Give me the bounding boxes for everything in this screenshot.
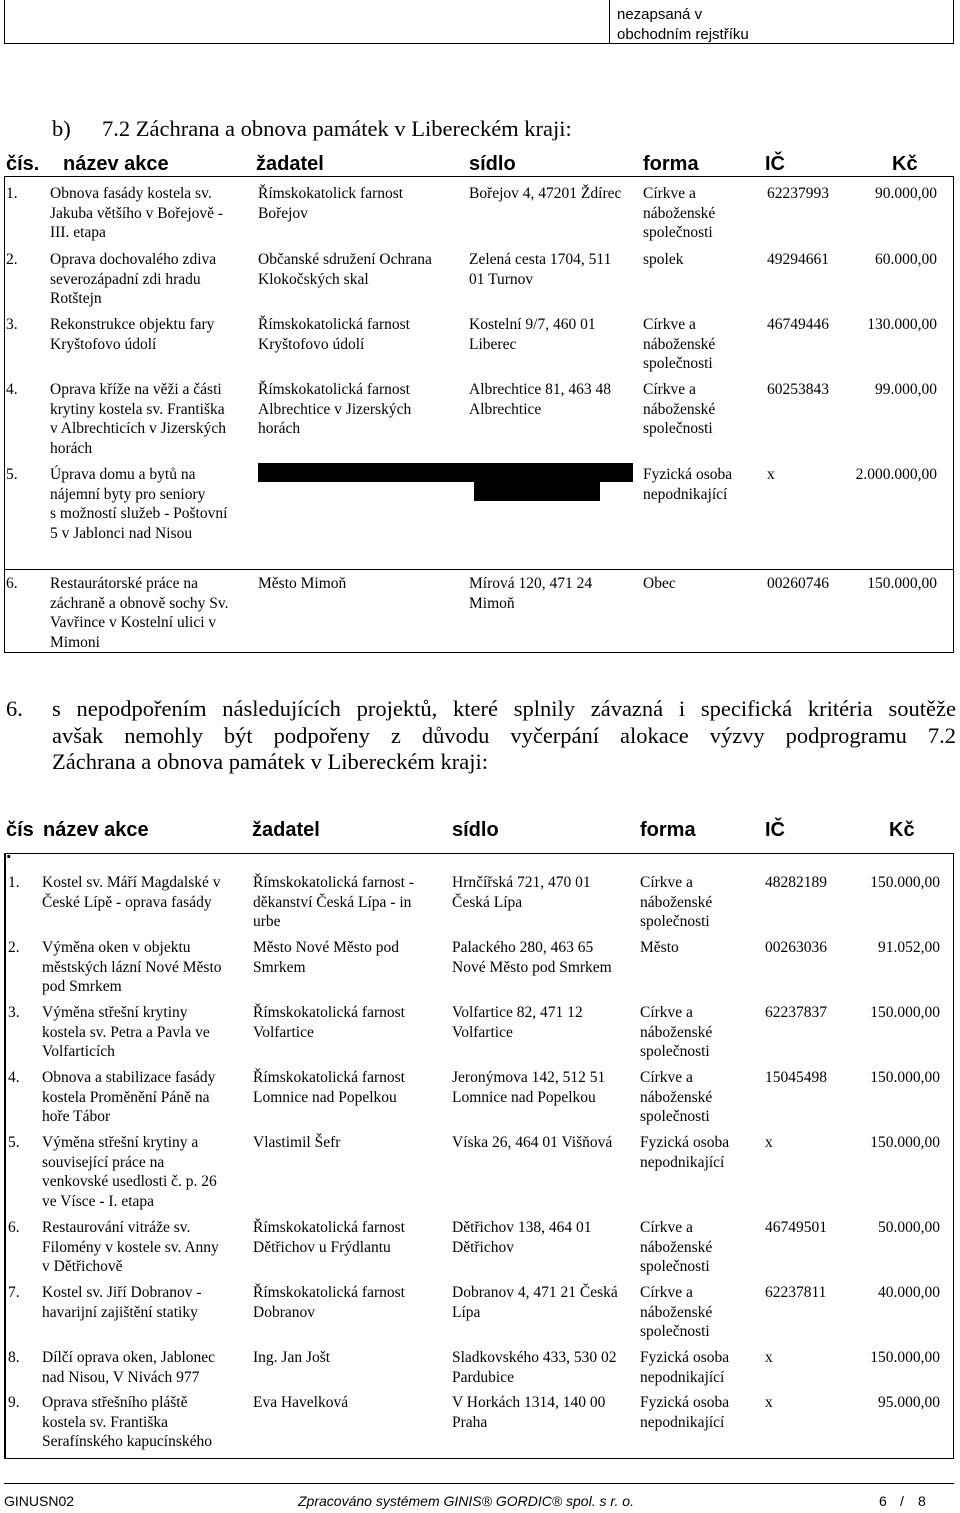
table2-cell-action: Obnova a stabilizace fasády: [42, 1069, 216, 1086]
page-footer: [4, 1483, 954, 1513]
table2-cell-action: ve Vísce - I. etapa: [42, 1192, 155, 1210]
footer-system: Zpracováno systémem GINIS® GORDIC® spol. s r. o.: [298, 1493, 634, 1509]
table2-cell-form: nepodnikající: [640, 1413, 725, 1431]
table1-cell-action: Kryštofovo údolí: [50, 335, 157, 353]
table2-cell-applicant: Římskokatolická farnost: [253, 1219, 405, 1236]
table2-cell-action: Serafínského kapucínského: [42, 1433, 213, 1450]
table1-cell-seat: Albrechtice 81, 463 48: [469, 381, 612, 398]
table2-cell-seat: Volfartice: [452, 1023, 513, 1041]
table2-cell-czk: 150.000,00: [870, 1349, 940, 1366]
table1-cell-form: Církve a: [643, 381, 696, 398]
table2-cell-ic: 00263036: [765, 939, 827, 956]
table2-cell-seat: Hrnčířská 721, 470 01: [452, 874, 591, 891]
t2-header-action: název akce: [43, 819, 149, 841]
table1-cell-action: horách: [50, 439, 93, 457]
section-title: 7.2 Záchrana a obnova památek v Libereckém kraji:: [102, 116, 572, 141]
table2-cell-action: venkovské usedlosti č. p. 26: [42, 1173, 217, 1190]
table2-cell-ic: 46749501: [765, 1219, 827, 1236]
table2-cell-action: Restaurování vitráže sv.: [42, 1219, 191, 1236]
table2-cell-form: náboženské: [640, 1303, 713, 1321]
redacted-applicant: [258, 463, 633, 482]
table2-cell-action: nad Nisou, V Nivách 977: [42, 1368, 200, 1386]
table1-cell-action: Rotštejn: [50, 290, 102, 307]
t2-header-num: čís: [6, 819, 34, 841]
table2-cell-num: 7.: [8, 1284, 20, 1301]
t1-header-num: čís.: [6, 153, 40, 175]
table1-cell-seat: Albrechtice: [469, 400, 542, 418]
table1-cell-ic: 49294661: [767, 251, 829, 268]
table2-cell-num: 4.: [8, 1069, 20, 1086]
t2-header-applicant: žadatel: [252, 819, 320, 841]
table2-cell-seat: Volfartice 82, 471 12: [452, 1004, 583, 1021]
table2-cell-applicant: Eva Havelková: [253, 1394, 349, 1411]
table1-cell-ic: x: [767, 466, 775, 483]
table2-cell-form: náboženské: [640, 1238, 713, 1256]
table1-cell-action: Jakuba většího v Bořejově -: [50, 204, 224, 222]
table1-cell-form: Církve a: [643, 316, 696, 333]
table2-cell-form: Město: [640, 939, 679, 956]
table1-cell-form: společnosti: [643, 355, 713, 372]
table2-cell-action: Filomény v kostele sv. Anny: [42, 1238, 219, 1256]
paragraph-text: [52, 696, 956, 776]
table2-cell-seat: Sladkovského 433, 530 02: [452, 1349, 617, 1366]
table2-cell-seat: Lípa: [452, 1303, 481, 1321]
table1-cell-action: III. etapa: [50, 224, 106, 241]
table2-cell-czk: 50.000,00: [878, 1219, 940, 1236]
table2-cell-applicant: Římskokatolická farnost: [253, 1069, 405, 1086]
table2-cell-applicant: Dobranov: [253, 1303, 315, 1321]
table1-cell-ic: 62237993: [767, 185, 829, 202]
footer-page-total: 8: [918, 1493, 926, 1509]
table1-cell-seat: Mírová 120, 471 24: [469, 575, 593, 592]
table2-cell-action: havarijní zajištění statiky: [42, 1303, 198, 1321]
table1-cell-ic: 60253843: [767, 381, 829, 398]
table1-cell-seat: Bořejov 4, 47201 Ždírec: [469, 185, 622, 202]
table2-cell-seat: Praha: [452, 1413, 488, 1431]
table2-cell-action: hoře Tábor: [42, 1108, 111, 1125]
table1-cell-num: 4.: [6, 381, 18, 398]
t1-header-action: název akce: [63, 153, 169, 175]
footer-page-number: 6: [879, 1493, 887, 1509]
table1-cell-num: 1.: [6, 185, 18, 202]
table2-cell-action: Výměna oken v objektu: [42, 939, 191, 956]
table2-cell-action: Výměna střešní krytiny a: [42, 1134, 199, 1151]
table1-cell-ic: 46749446: [767, 316, 829, 333]
table2-cell-seat: Nové Město pod Smrkem: [452, 958, 612, 976]
table1-cell-action: Úprava domu a bytů na: [50, 466, 196, 483]
table1-cell-form: Církve a: [643, 185, 696, 202]
col-divider: [5, 853, 6, 1458]
table2-cell-seat: Dětřichov: [452, 1238, 514, 1256]
t1-header-applicant: žadatel: [256, 153, 324, 175]
table2-cell-applicant: Římskokatolická farnost: [253, 1004, 405, 1021]
table2-cell-form: společnosti: [640, 1258, 710, 1275]
t1-header-form: forma: [643, 153, 699, 175]
table1-cell-czk: 130.000,00: [867, 316, 937, 333]
table2-cell-num: 2.: [8, 939, 20, 956]
table2-cell-num: 5.: [8, 1134, 20, 1151]
table2-cell-form: společnosti: [640, 1323, 710, 1340]
table2-cell-applicant: Římskokatolická farnost -: [253, 874, 414, 891]
table2-cell-action: Kostel sv. Máří Magdalské v: [42, 874, 221, 891]
table2-cell-num: 3.: [8, 1004, 20, 1021]
section-letter: b): [52, 116, 71, 141]
table2-cell-applicant: Smrkem: [253, 958, 306, 976]
t1-header-czk: Kč: [892, 153, 918, 175]
table2-cell-seat: Česká Lípa: [452, 893, 523, 911]
table2-cell-form: náboženské: [640, 1023, 713, 1041]
table1-cell-applicant: Římskokatolická farnost: [258, 316, 410, 333]
table1-cell-action: severozápadní zdi hradu: [50, 270, 201, 288]
table2-cell-form: nepodnikající: [640, 1153, 725, 1171]
table1-cell-action: Rekonstrukce objektu fary: [50, 316, 215, 333]
table1-cell-action: Mimoni: [50, 633, 100, 651]
table2-cell-seat: Víska 26, 464 01 Višňová: [452, 1134, 613, 1151]
table1-cell-seat: Kostelní 9/7, 460 01: [469, 316, 596, 333]
table2-cell-czk: 150.000,00: [870, 1004, 940, 1021]
table1-cell-action: záchraně a obnově sochy Sv.: [50, 594, 229, 612]
table2-cell-form: Církve a: [640, 1219, 693, 1236]
table2-cell-seat: V Horkách 1314, 140 00: [452, 1394, 606, 1411]
table2-cell-applicant: Vlastimil Šefr: [253, 1134, 341, 1151]
registry-note: [617, 5, 749, 44]
table2-cell-applicant: Ing. Jan Jošt: [253, 1349, 331, 1366]
table1-cell-czk: 150.000,00: [867, 575, 937, 592]
table2-cell-action: Kostel sv. Jiří Dobranov -: [42, 1284, 202, 1301]
table1-cell-applicant: Město Mimoň: [258, 575, 347, 592]
t2-header-num-dot: .: [6, 841, 12, 863]
table1-cell-action: 5 v Jablonci nad Nisou: [50, 524, 193, 542]
table2-cell-czk: 91.052,00: [878, 939, 940, 956]
table2-cell-action: kostela sv. Františka: [42, 1413, 168, 1431]
table2-cell-form: Fyzická osoba: [640, 1349, 730, 1366]
table2-cell-action: Volfarticích: [42, 1043, 115, 1060]
t2-header-underline: [4, 853, 954, 854]
table2-cell-czk: 150.000,00: [870, 1134, 940, 1151]
table1-cell-ic: 00260746: [767, 575, 829, 592]
table1-cell-num: 2.: [6, 251, 18, 268]
table1-cell-form: spolek: [643, 251, 684, 268]
table2-cell-form: společnosti: [640, 1043, 710, 1060]
table2-cell-ic: 62237837: [765, 1004, 827, 1021]
table2-cell-action: České Lípě - oprava fasády: [42, 893, 212, 911]
table2-cell-applicant: urbe: [253, 913, 281, 930]
table2-cell-form: Církve a: [640, 874, 693, 891]
table1-cell-form: společnosti: [643, 224, 713, 241]
table1-cell-action: krytiny kostela sv. Františka: [50, 400, 225, 418]
box-divider: [609, 0, 610, 43]
table1-cell-form: náboženské: [643, 400, 716, 418]
table2-cell-form: nepodnikající: [640, 1368, 725, 1386]
table1-cell-action: nájemní byty pro seniory: [50, 485, 206, 503]
table2-cell-ic: 62237811: [765, 1284, 827, 1301]
paragraph-line-2: avšak nemohly být podpořeny z důvodu vyčerpání alokace výzvy podprogramu 7.2: [52, 722, 956, 748]
table2-cell-applicant: Volfartice: [253, 1023, 314, 1041]
table1-cell-applicant: Albrechtice v Jizerských: [258, 400, 412, 418]
table2-cell-applicant: Lomnice nad Popelkou: [253, 1088, 397, 1106]
redacted-seat: [474, 482, 600, 501]
table1-cell-action: Oprava kříže na věži a části: [50, 381, 222, 398]
table2-cell-form: náboženské: [640, 893, 713, 911]
table1-cell-applicant: Bořejov: [258, 204, 308, 222]
table2-cell-seat: Palackého 280, 463 65: [452, 939, 594, 956]
table2-cell-seat: Dobranov 4, 471 21 Česká: [452, 1284, 618, 1301]
table1-cell-form: náboženské: [643, 335, 716, 353]
t2-header-form: forma: [640, 819, 696, 841]
table1-cell-applicant: Římskokatolick farnost: [258, 185, 404, 202]
table-divider: [5, 569, 953, 570]
table1-cell-czk: 60.000,00: [875, 251, 937, 268]
table1-cell-num: 6.: [6, 575, 18, 592]
table2-cell-action: Dílčí oprava oken, Jablonec: [42, 1349, 216, 1366]
table1-cell-czk: 90.000,00: [875, 185, 937, 202]
table2-cell-num: 1.: [8, 874, 20, 891]
table1-cell-action: Vavřince v Kostelní ulici v: [50, 614, 217, 631]
table2-cell-seat: Lomnice nad Popelkou: [452, 1088, 596, 1106]
table2-cell-form: Církve a: [640, 1069, 693, 1086]
table1-cell-action: s možností služeb - Poštovní: [50, 505, 228, 522]
table2-cell-applicant: děkanství Česká Lípa - in: [253, 893, 412, 911]
registry-note-line1: nezapsaná v: [617, 6, 703, 23]
table2-cell-czk: 95.000,00: [878, 1394, 940, 1411]
table1-cell-action: Oprava dochovalého zdiva: [50, 251, 217, 268]
table1-cell-seat: Liberec: [469, 335, 517, 353]
table1-cell-action: v Albrechticích v Jizerských: [50, 420, 227, 437]
table1-cell-applicant: Kryštofovo údolí: [258, 335, 365, 353]
table2-cell-seat: Dětřichov 138, 464 01: [452, 1219, 592, 1236]
table1-cell-action: Obnova fasády kostela sv.: [50, 185, 212, 202]
table2-cell-form: Církve a: [640, 1004, 693, 1021]
registry-note-box: [4, 0, 954, 44]
t2-header-seat: sídlo: [452, 819, 499, 841]
paragraph-line-3: Záchrana a obnova památek v Libereckém kraji:: [52, 749, 489, 774]
t2-header-ic: IČ: [765, 819, 785, 841]
table2-cell-form: Fyzická osoba: [640, 1394, 730, 1411]
table1-cell-applicant: Římskokatolická farnost: [258, 381, 410, 398]
table2-cell-ic: 15045498: [765, 1069, 827, 1086]
t2-header-czk: Kč: [889, 819, 915, 841]
table2-cell-applicant: Dětřichov u Frýdlantu: [253, 1238, 391, 1256]
table1-cell-applicant: Klokočských skal: [258, 270, 369, 288]
table2-cell-action: Výměna střešní krytiny: [42, 1004, 188, 1021]
table1-cell-seat: Mimoň: [469, 594, 515, 612]
registry-note-line2: obchodním rejstříku: [617, 25, 749, 43]
table2-cell-action: související práce na: [42, 1153, 165, 1171]
table2-cell-ic: 48282189: [765, 874, 827, 891]
table1-cell-seat: Zelená cesta 1704, 511: [469, 251, 612, 268]
table2-cell-applicant: Město Nové Město pod: [253, 939, 399, 956]
table2-cell-action: pod Smrkem: [42, 978, 122, 995]
table1-cell-form: nepodnikající: [643, 485, 728, 503]
table2-cell-form: Církve a: [640, 1284, 693, 1301]
table1-cell-action: Restaurátorské práce na: [50, 575, 199, 592]
t1-header-ic: IČ: [765, 153, 785, 175]
paragraph-number: 6.: [6, 696, 23, 721]
table2-cell-ic: x: [765, 1134, 773, 1151]
table2-cell-action: městských lázní Nové Město: [42, 958, 222, 976]
table2-cell-form: Fyzická osoba: [640, 1134, 730, 1151]
table1-cell-czk: 99.000,00: [875, 381, 937, 398]
footer-doc-id: GINUSN02: [4, 1493, 75, 1509]
table2-cell-form: společnosti: [640, 913, 710, 930]
table1-cell-num: 3.: [6, 316, 18, 333]
table2-cell-ic: x: [765, 1349, 773, 1366]
table2-cell-num: 9.: [8, 1394, 20, 1411]
table2-cell-ic: x: [765, 1394, 773, 1411]
table1-cell-seat: 01 Turnov: [469, 270, 534, 288]
paragraph-line-1: s nepodpořením následujících projektů, které splnily závazná i specifická kritéria soutěže: [52, 696, 956, 721]
table2-cell-czk: 150.000,00: [870, 874, 940, 891]
table1-cell-num: 5.: [6, 466, 18, 483]
table1-cell-form: společnosti: [643, 420, 713, 437]
table2-cell-czk: 150.000,00: [870, 1069, 940, 1086]
table1-cell-applicant: horách: [258, 420, 301, 437]
table1-cell-applicant: Občanské sdružení Ochrana: [258, 251, 432, 268]
table2-cell-seat: Jeronýmova 142, 512 51: [452, 1069, 606, 1086]
table1-cell-form: Obec: [643, 575, 676, 592]
footer-page-sep: /: [900, 1493, 904, 1509]
table1-cell-form: Fyzická osoba: [643, 466, 733, 483]
table2-cell-applicant: Římskokatolická farnost: [253, 1284, 405, 1301]
table2-cell-num: 8.: [8, 1349, 20, 1366]
table2-cell-num: 6.: [8, 1219, 20, 1236]
table1-cell-form: náboženské: [643, 204, 716, 222]
table2-cell-form: společnosti: [640, 1108, 710, 1125]
table2-cell-czk: 40.000,00: [878, 1284, 940, 1301]
table2-cell-action: Oprava střešního pláště: [42, 1394, 188, 1411]
table2-cell-action: kostela sv. Petra a Pavla ve: [42, 1023, 210, 1041]
table1-cell-czk: 2.000.000,00: [855, 466, 937, 483]
t1-header-seat: sídlo: [469, 153, 516, 175]
table2-cell-form: náboženské: [640, 1088, 713, 1106]
table2-cell-action: kostela Proměnění Páně na: [42, 1088, 210, 1106]
table2-cell-action: v Dětřichově: [42, 1258, 123, 1275]
table2-cell-seat: Pardubice: [452, 1368, 514, 1386]
